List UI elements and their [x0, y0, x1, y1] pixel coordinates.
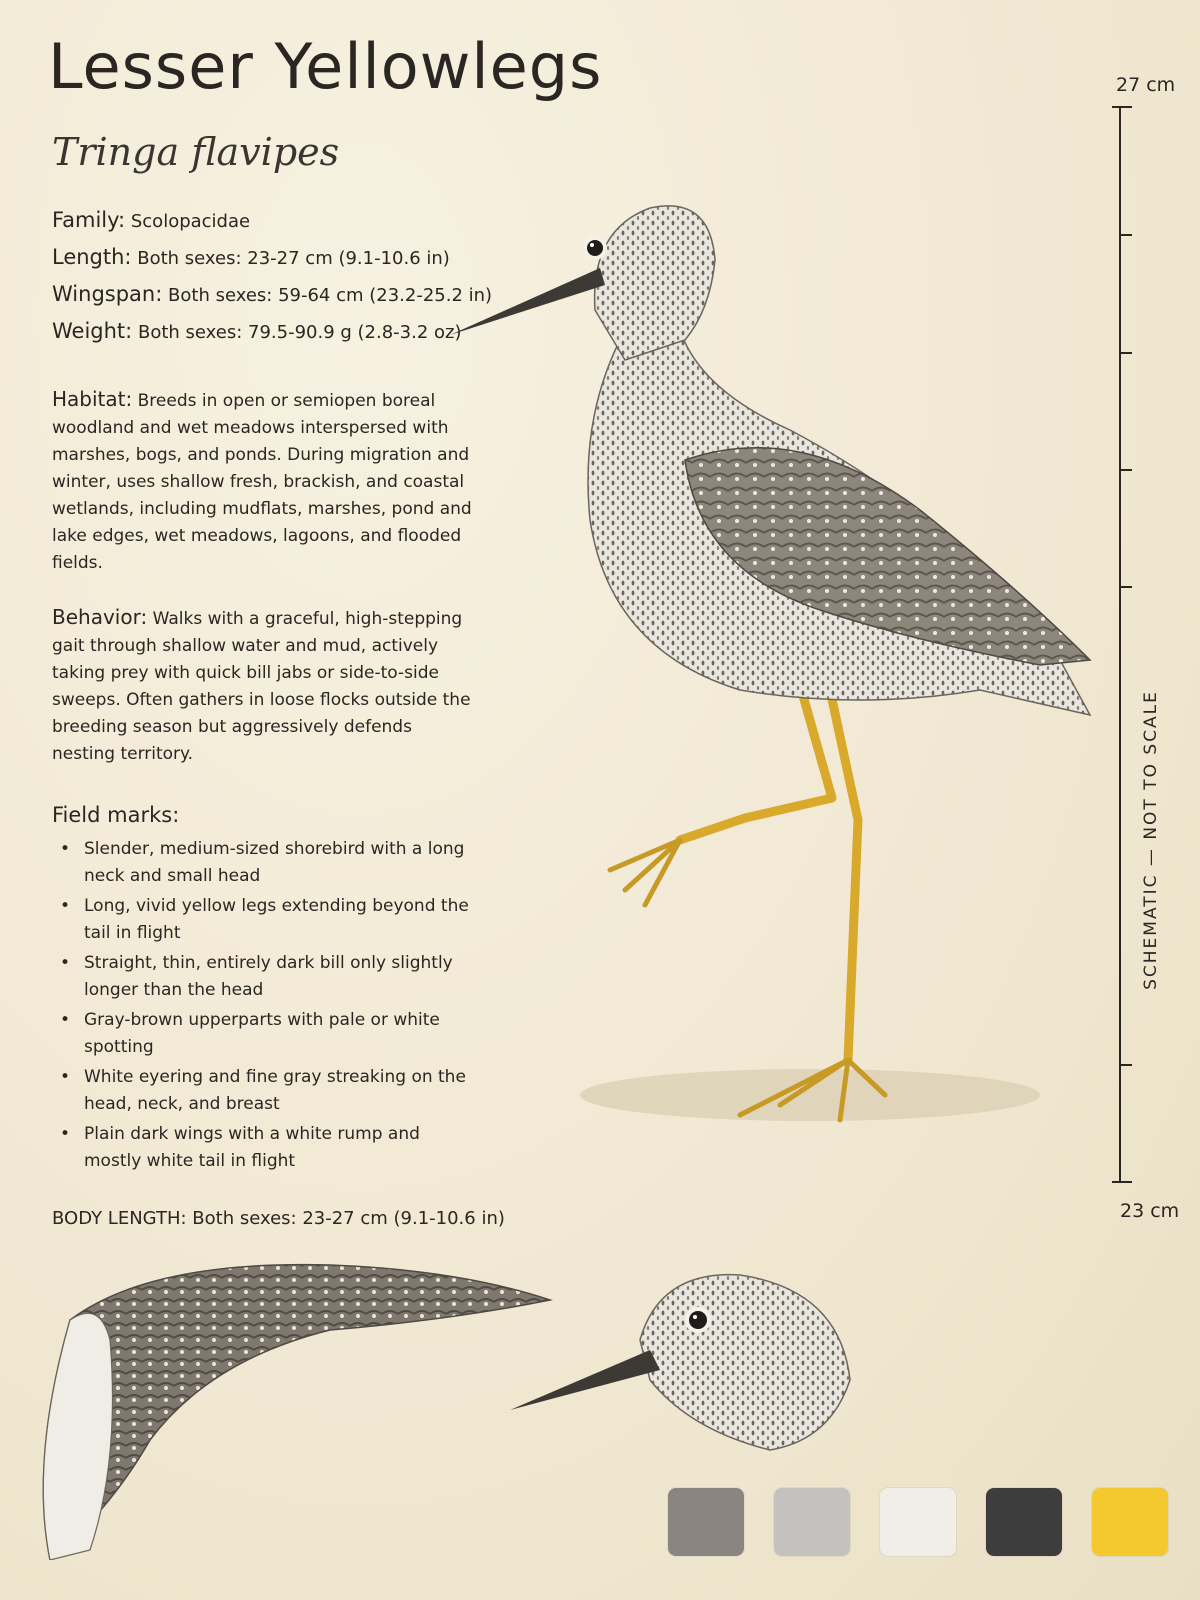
spread-wing-illustration [30, 1260, 570, 1560]
field-marks-heading: Field marks: [52, 803, 180, 827]
swatch-gray-brown [668, 1488, 744, 1556]
scale-top-label: 27 cm [1116, 74, 1176, 96]
scale-note: SCHEMATIC — NOT TO SCALE [1141, 690, 1161, 990]
behavior-label: Behavior: [52, 605, 148, 629]
list-item: • Plain dark wings with a white rump and mostly white tail in flight [60, 1124, 420, 1171]
swatch-yellow [1092, 1488, 1168, 1556]
scientific-name: Tringa flavipes [52, 130, 340, 174]
list-item: • White eyering and fine gray streaking on the head, neck, and breast [60, 1067, 466, 1114]
behavior-text: Walks with a graceful, high-stepping gait through shallow water and mud, actively taking prey with quick bill jabs or side-to-side sweeps. Often gathers in loose flocks outside the breeding season but aggressively defends nesting territory. [52, 609, 471, 764]
color-swatches [668, 1488, 1168, 1556]
scale-bottom-label: 23 cm [1120, 1200, 1180, 1222]
swatch-white [880, 1488, 956, 1556]
fact-length: Length: Both sexes: 23-27 cm (9.1-10.6 in) [52, 245, 450, 269]
head-detail-illustration [510, 1270, 890, 1460]
list-item: • Gray-brown upperparts with pale or white spotting [60, 1010, 440, 1057]
bird-illustration [440, 190, 1120, 1170]
fact-family: Family: Scolopacidae [52, 208, 251, 232]
habitat-text: Breeds in open or semiopen boreal woodland and wet meadows interspersed with marshes, bogs, and ponds. During migration and winter, uses shallow fresh, brackish, and coastal wetlands, including mudflats, marshes, pond and lake edges, wet meadows, lagoons, and flooded fields. [52, 391, 472, 573]
list-item: • Slender, medium-sized shorebird with a long neck and small head [60, 839, 465, 886]
fact-wingspan: Wingspan: Both sexes: 59-64 cm (23.2-25.2 in) [52, 282, 493, 306]
behavior-paragraph [52, 604, 472, 768]
list-item: • Long, vivid yellow legs extending beyond the tail in flight [60, 896, 469, 943]
swatch-light-gray [774, 1488, 850, 1556]
habitat-label: Habitat: [52, 387, 133, 411]
field-marks-list [60, 836, 480, 1178]
swatch-dark-gray [986, 1488, 1062, 1556]
habitat-paragraph [52, 386, 472, 577]
species-title: Lesser Yellowlegs [48, 30, 603, 103]
fact-weight: Weight: Both sexes: 79.5-90.9 g (2.8-3.2 oz) [52, 319, 462, 343]
facts-list [52, 208, 493, 356]
list-item: • Straight, thin, entirely dark bill only slightly longer than the head [60, 953, 453, 1000]
body-length: BODY LENGTH: Both sexes: 23-27 cm (9.1-10.6 in) [52, 1208, 505, 1229]
